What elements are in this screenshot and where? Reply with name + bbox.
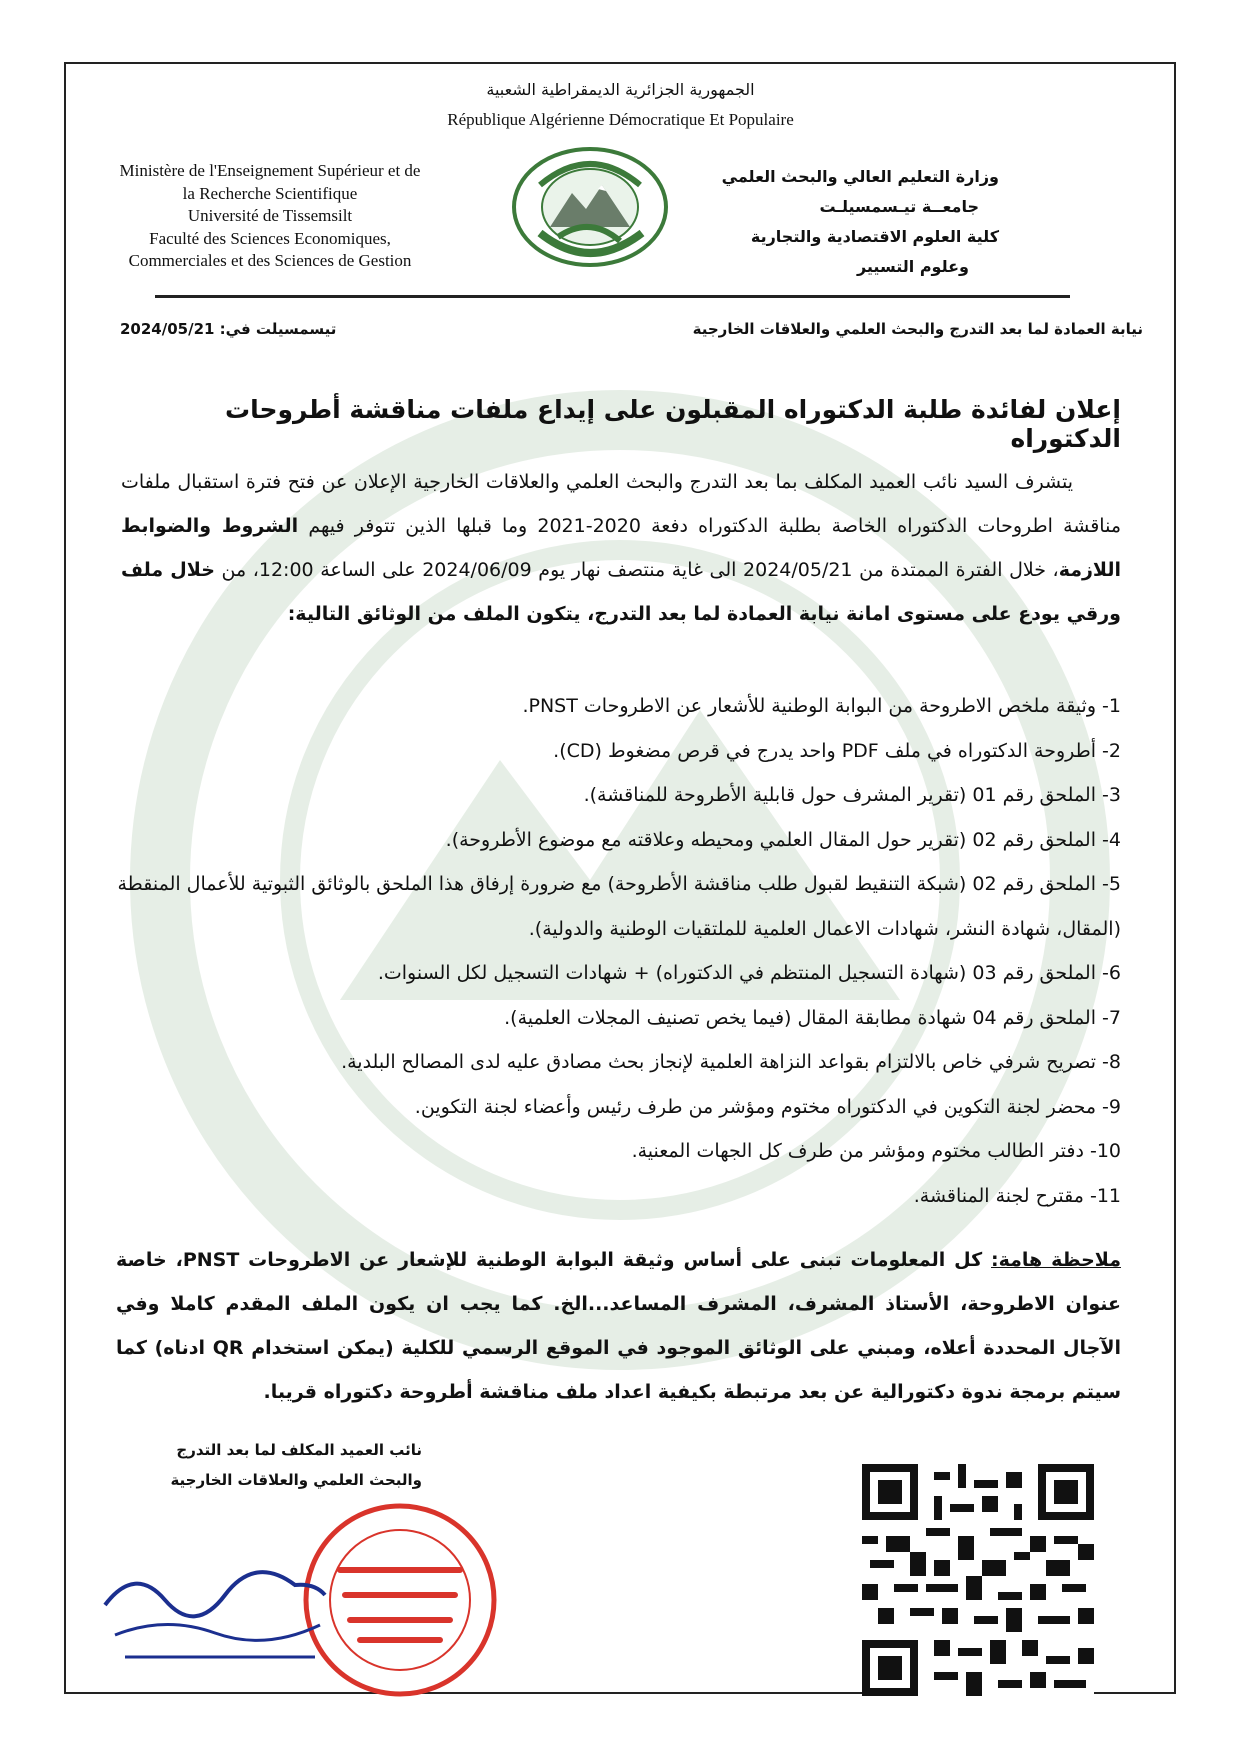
faculty-line-2: Commerciales et des Sciences de Gestion <box>128 251 412 270</box>
list-item: 10- دفتر الطالب مختوم ومؤشر من طرف كل الجهات المعنية. <box>631 1140 1121 1162</box>
signatory-title <box>112 1435 422 1495</box>
signatory-line-2: والبحث العلمي والعلاقات الخارجية <box>170 1471 422 1489</box>
date-line: تيسمسيلت في: 2024/05/21 <box>120 320 337 338</box>
announcement-body <box>121 460 1121 636</box>
ministry-line-1: Ministère de l'Enseignement Supérieur et de <box>119 161 421 180</box>
ministry-line-2: la Recherche Scientifique <box>182 183 358 203</box>
ministry-name-ar: وزارة التعليم العالي والبحث العلمي <box>721 167 999 186</box>
institution-block-ar <box>699 162 999 282</box>
body-intro-1: يتشرف السيد نائب العميد المكلف بما بعد التدرج والبحث العلمي والعلاقات الخارجية الإعلان عن فتح فترة استقبال ملفات مناقشة اطروحات الدكتوراه الخاصة بطلبة الدكتوراه دفعة 2020-2021 وما قبلها الذين تتوفر فيهم <box>121 471 1122 537</box>
header-divider <box>155 295 1070 298</box>
faculty-line-1-ar: كلية العلوم الاقتصادية والتجارية <box>750 227 999 246</box>
list-item: 5- الملحق رقم 02 (شبكة التنقيط لقبول طلب مناقشة الأطروحة) مع ضرورة إرفاق هذا الملحق بالوثائق الثبوتية للأعمال المنقطة (المقال، شهادة النشر، شهادات الاعمال العلمية للملتقيات الوطنية والدولية). <box>117 873 1121 940</box>
list-item: 3- الملحق رقم 01 (تقرير المشرف حول قابلية الأطروحة للمناقشة). <box>583 784 1121 806</box>
body-bold-conditions: الشروط والضوابط اللازمة <box>121 515 1121 581</box>
signatory-line-1: نائب العميد المكلف لما بعد التدرج <box>176 1441 422 1459</box>
list-item: 2- أطروحة الدكتوراه في ملف PDF واحد يدرج في قرص مضغوط (CD). <box>553 739 1121 762</box>
note-label: ملاحظة هامة: <box>991 1249 1121 1271</box>
note-text: كل المعلومات تبنى على أساس وثيقة البوابة الوطنية للإشعار عن الاطروحات PNST، خاصة عنوان الاطروحة، الأستاذ المشرف، المشرف المساعد...الخ. كما يجب ان يكون الملف المقدم كاملا وفي الآجال المحددة أعلاه، ومبني على الوثائق الموجود في الموقع الرسمي للكلية (يمكن استخدام QR ادناه) كما سيتم برمجة ندوة دكتورالية عن بعد مرتبطة بكيفية اعداد ملف مناقشة أطروحة دكتوراه قريبا. <box>116 1249 1121 1403</box>
list-item: 7- الملحق رقم 04 شهادة مطابقة المقال (فيما يخص تصنيف المجلات العلمية). <box>504 1006 1121 1029</box>
body-intro-2: ، خلال الفترة الممتدة من 2024/05/21 الى غاية منتصف نهار يوم 2024/06/09 على الساعة 12:00، من <box>214 559 1059 581</box>
list-item: 8- تصريح شرفي خاص بالالتزام بقواعد النزاهة العلمية لإنجاز بحث مصادق عليه لدى المصالح البلدية. <box>341 1051 1121 1073</box>
list-item: 9- محضر لجنة التكوين في الدكتوراه مختوم ومؤشر من طرف رئيس وأعضاء لجنة التكوين. <box>414 1095 1121 1118</box>
body-bold-file: خلال ملف ورقي يودع على مستوى امانة نيابة العمادة لما بعد التدرج، يتكون الملف من الوثائق التالية: <box>121 559 1121 625</box>
faculty-line-2-ar: وعلوم التسيير <box>856 257 969 276</box>
list-item: 6- الملحق رقم 03 (شهادة التسجيل المنتظم في الدكتوراه) + شهادات التسجيل لكل السنوات. <box>377 962 1121 984</box>
department-line: نيابة العمادة لما بعد التدرج والبحث العلمي والعلاقات الخارجية <box>692 320 1143 338</box>
list-item: 4- الملحق رقم 02 (تقرير حول المقال العلمي ومحيطه وعلاقته مع موضوع الأطروحة). <box>445 828 1121 851</box>
republic-name-fr: République Algérienne Démocratique Et Populaire <box>447 110 794 129</box>
handwritten-signature <box>95 1545 335 1665</box>
list-item: 11- مقترح لجنة المناقشة. <box>913 1184 1121 1207</box>
institution-block-fr <box>80 160 460 273</box>
important-note <box>116 1238 1121 1414</box>
republic-name-ar: الجمهورية الجزائرية الديمقراطية الشعبية <box>486 80 755 99</box>
announcement-title: إعلان لفائدة طلبة الدكتوراه المقبلون على إيداع ملفات مناقشة أطروحات الدكتوراه <box>224 395 1121 453</box>
documents-list <box>111 684 1121 1218</box>
list-item: 1- وثيقة ملخص الاطروحة من البوابة الوطنية للأشعار عن الاطروحات PNST. <box>522 695 1121 717</box>
faculty-line-1: Faculté des Sciences Economiques, <box>149 228 391 248</box>
university-name-ar: جامعــة تيـسمسيلـت <box>819 197 979 216</box>
qr-code[interactable] <box>862 1464 1094 1696</box>
university-name-fr: Université de Tissemsilt <box>187 206 353 225</box>
university-logo <box>510 145 670 270</box>
